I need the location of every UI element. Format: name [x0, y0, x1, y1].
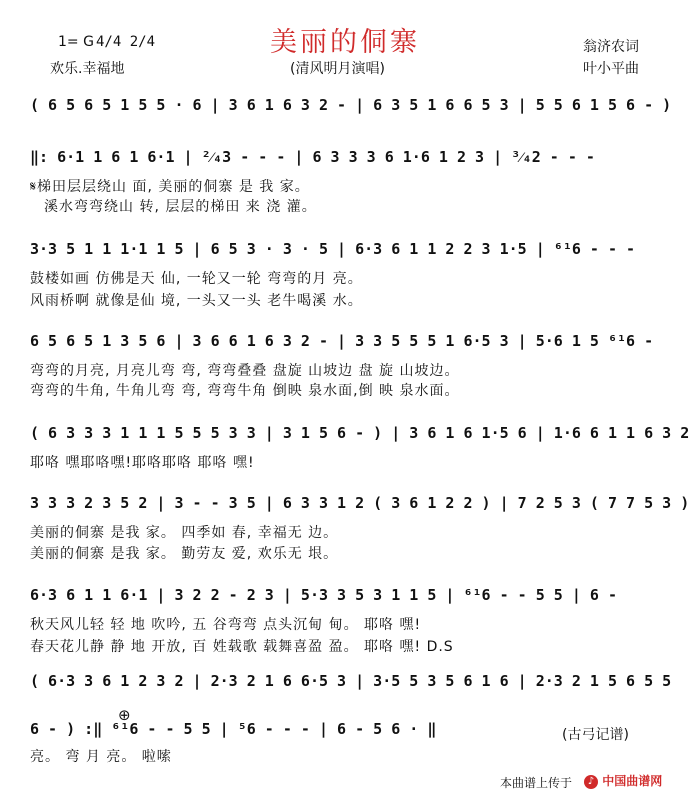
upload-note: 本曲谱上传于: [500, 776, 573, 790]
score-row-8-notes: ( 6·3 3 6 1 2 3 2 | 2·3 2 1 6 6·5 3 | 3·5 5 3 5 6 1 6 | 2·3 2 1 5 6 5 5: [30, 672, 672, 690]
performer-credit: (清风明月演唱): [290, 61, 385, 77]
score-row-9-lyrics: 亮。 弯 月 亮。 啦嗦: [30, 749, 172, 765]
time-signature: 4/4 2/4: [96, 34, 156, 50]
mood-marking: 欢乐.幸福地: [50, 61, 125, 77]
site-logo-icon: ♪: [584, 775, 598, 789]
score-row-4-notes: 6 5 6 5 1 3 5 6 | 3 6 6 1 6 3 2 - | 3 3 5 5 5 1 6·5 3 | 5·6 1 5 ⁶¹6 -: [30, 332, 654, 350]
score-row-4-lyrics-verse-2: 弯弯的牛角, 牛角儿弯 弯, 弯弯牛角 倒映 泉水面,倒 映 泉水面。: [30, 383, 460, 399]
site-logo[interactable]: [584, 772, 662, 789]
score-row-2-lyrics-verse-1: 𝄋梯田层层绕山 面, 美丽的侗寨 是 我 家。: [30, 179, 310, 195]
score-row-7-lyrics-verse-2: 春天花儿静 静 地 开放, 百 姓载歌 载舞喜盈 盈。 耶咯 嘿! D.S: [30, 639, 454, 655]
score-row-3-lyrics-verse-1: 鼓楼如画 仿佛是天 仙, 一轮又一轮 弯弯的月 亮。: [30, 271, 363, 287]
key-signature: 1= G: [58, 34, 94, 50]
site-name: 中国曲谱网: [602, 774, 663, 788]
score-row-7-notes: 6·3 6 1 1 6·1 | 3 2 2 - 2 3 | 5·3 3 5 3 1 1 5 | ⁶¹6 - - 5 5 | 6 -: [30, 586, 617, 604]
score-row-2-lyrics-verse-2: 溪水弯弯绕山 转, 层层的梯田 来 浇 灌。: [44, 199, 317, 215]
score-row-5-lyrics: 耶咯 嘿耶咯嘿!耶咯耶咯 耶咯 嘿!: [30, 455, 255, 471]
score-row-7-lyrics-verse-1: 秋天风儿轻 轻 地 吹吟, 五 谷弯弯 点头沉甸 甸。 耶咯 嘿!: [30, 617, 422, 633]
score-row-2-notes: ‖: 6·1 1 6 1 6·1 | ²⁄₄3 - - - | 6 3 3 3 6 1·6 1 2 3 | ³⁄₄2 - - -: [30, 148, 595, 166]
score-row-6-lyrics-verse-1: 美丽的侗寨 是我 家。 四季如 春, 幸福无 边。: [30, 525, 339, 541]
score-row-6-lyrics-verse-2: 美丽的侗寨 是我 家。 勤劳友 爱, 欢乐无 垠。: [30, 546, 339, 562]
score-row-4-lyrics-verse-1: 弯弯的月亮, 月亮儿弯 弯, 弯弯叠叠 盘旋 山坡边 盘 旋 山坡边。: [30, 363, 460, 379]
song-title: 美丽的侗寨: [270, 27, 420, 58]
composer-credit: 叶小平曲: [583, 61, 639, 77]
coda-sign-icon: ⊕: [118, 706, 131, 724]
score-row-1-notes: ( 6 5 6 5 1 5 5 · 6 | 3 6 1 6 3 2 - | 6 3 5 1 6 6 5 3 | 5 5 6 1 5 6 - ): [30, 96, 672, 114]
transcriber-note: (古弓记谱): [562, 727, 629, 743]
score-row-9-notes: 6 - ) :‖ ⁶¹6 - - 5 5 | ⁵6 - - - | 6 - 5 6 · ‖: [30, 720, 437, 738]
score-row-5-notes: ( 6 3 3 3 1 1 1 5 5 5 3 3 | 3 1 5 6 - ) | 3 6 1 6 1·5 6 | 1·6 6 1 1 6 3 2: [30, 424, 690, 442]
lyricist-credit: 翁济农词: [583, 39, 639, 55]
score-row-3-notes: 3·3 5 1 1 1·1 1 5 | 6 5 3 · 3 · 5 | 6·3 6 1 1 2 2 3 1·5 | ⁶¹6 - - -: [30, 240, 636, 258]
score-row-3-lyrics-verse-2: 风雨桥啊 就像是仙 境, 一头又一头 老牛喝溪 水。: [30, 293, 363, 309]
score-row-6-notes: 3 3 3 2 3 5 2 | 3 - - 3 5 | 6 3 3 1 2 ( 3 6 1 2 2 ) | 7 2 5 3 ( 7 7 5 3 ): [30, 494, 690, 512]
